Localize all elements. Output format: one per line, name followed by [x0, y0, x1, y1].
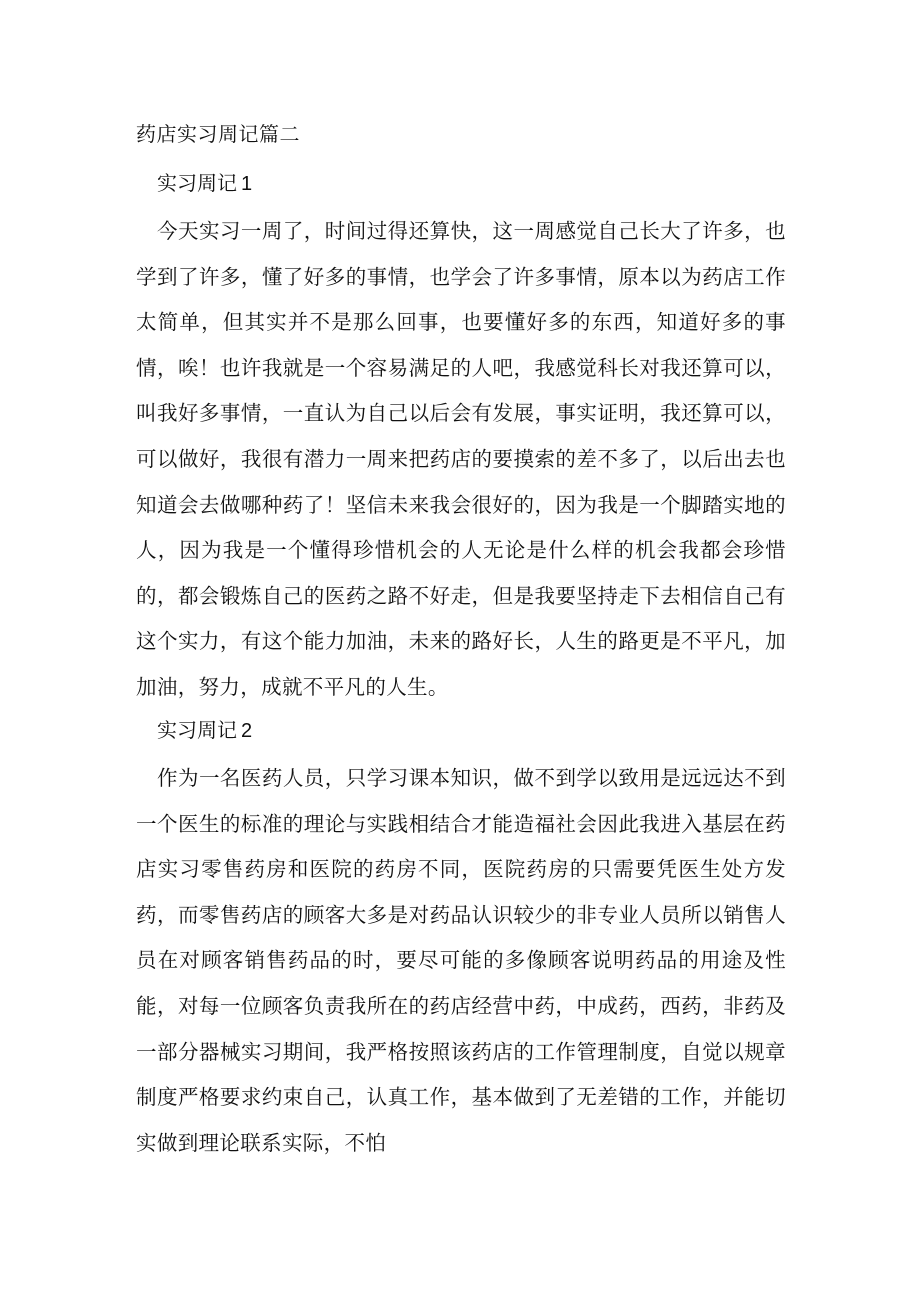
- section-heading-text: 实习周记: [157, 171, 237, 195]
- document-title: 药店实习周记篇二: [136, 122, 300, 146]
- section-heading-2: [157, 713, 252, 748]
- section-heading-1: [157, 166, 252, 201]
- section-heading-number: 2: [241, 720, 253, 742]
- section-paragraph-1: 今天实习一周了，时间过得还算快，这一周感觉自己长大了许多，也学到了许多，懂了好多的事情，也学会了许多事情，原本以为药店工作太简单，但其实并不是那么回事，也要懂好多的东西，知道好多的事情，唉！也许我就是一个容易满足的人吧，我感觉科长对我还算可以，叫我好多事情，一直认为自己以后会有发展，事实证明，我还算可以，可以做好，我很有潜力一周来把药店的要摸索的差不多了，以后出去也知道会去做哪种药了！坚信未来我会很好的，因为我是一个脚踏实地的人，因为我是一个懂得珍惜机会的人无论是什么样的机会我都会珍惜的，都会锻炼自己的医药之路不好走，但是我要坚持走下去相信自己有这个实力，有这个能力加油，未来的路好长，人生的路更是不平凡，加加油，努力，成就不平凡的人生。: [136, 219, 786, 699]
- section-heading-number: 1: [241, 173, 253, 195]
- section-heading-text: 实习周记: [157, 718, 237, 742]
- section-paragraph-2: 作为一名医药人员，只学习课本知识，做不到学以致用是远远达不到一个医生的标准的理论与实践相结合才能造福社会因此我进入基层在药店实习零售药房和医院的药房不同，医院药房的只需要凭医生处方发药，而零售药店的顾客大多是对药品认识较少的非专业人员所以销售人员在对顾客销售药品的时，要尽可能的多像顾客说明药品的用途及性能，对每一位顾客负责我所在的药店经营中药，中成药，西药，非药及一部分器械实习期间，我严格按照该药店的工作管理制度，自觉以规章制度严格要求约束自己，认真工作，基本做到了无差错的工作，并能切实做到理论联系实际，不怕: [136, 766, 786, 1155]
